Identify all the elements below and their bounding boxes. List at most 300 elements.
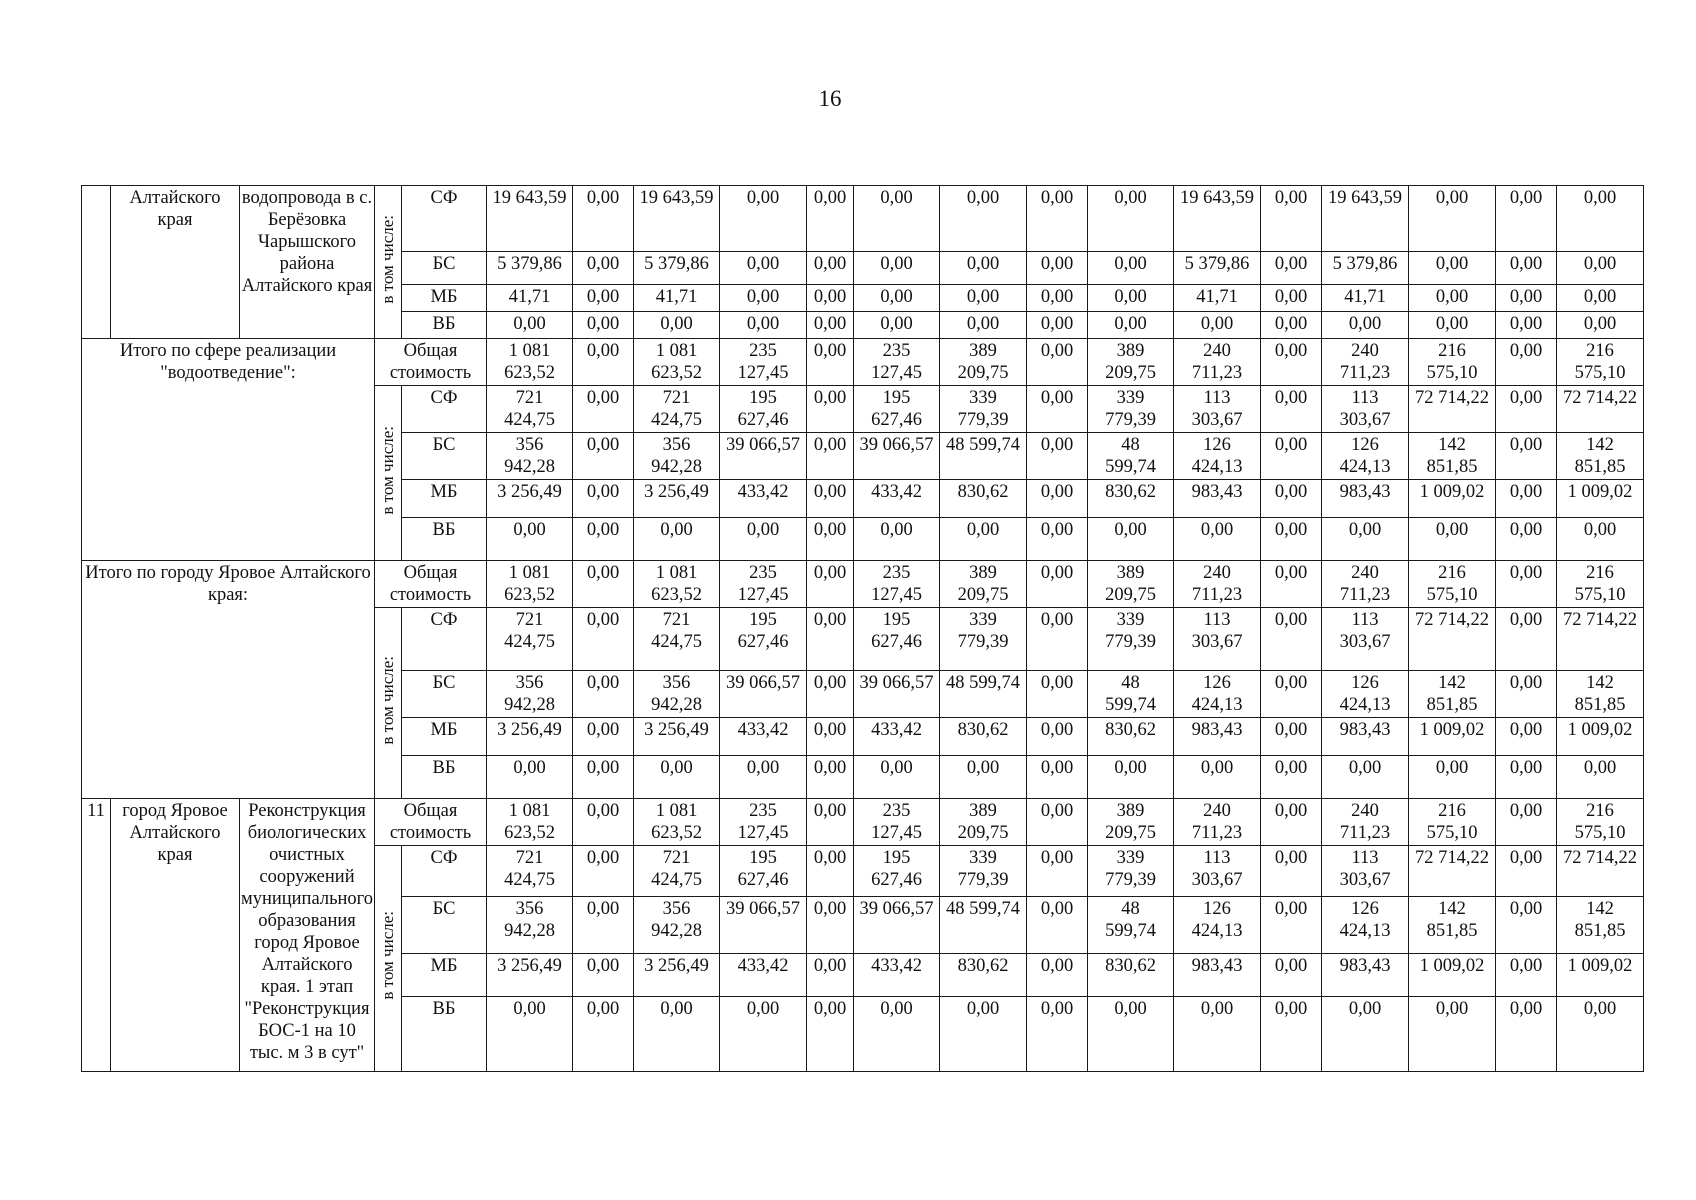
value-cell: 113 303,67 <box>1174 386 1261 433</box>
value-cell: 48 599,74 <box>940 433 1027 480</box>
value-cell: 0,00 <box>1496 480 1557 518</box>
value-cell: 0,00 <box>1027 252 1088 285</box>
value-cell: 1 081 623,52 <box>487 339 573 386</box>
value-cell: 0,00 <box>1174 518 1261 561</box>
value-cell: 3 256,49 <box>634 954 720 997</box>
value-cell: 142 851,85 <box>1557 671 1644 718</box>
value-cell: 433,42 <box>720 480 807 518</box>
value-cell: 433,42 <box>854 954 940 997</box>
value-cell: 39 066,57 <box>854 433 940 480</box>
value-cell: 142 851,85 <box>1409 897 1496 954</box>
value-cell: 1 009,02 <box>1557 480 1644 518</box>
value-cell: 240 711,23 <box>1322 799 1409 846</box>
value-cell: 0,00 <box>1027 339 1088 386</box>
value-cell: 433,42 <box>720 718 807 756</box>
value-cell: 339 779,39 <box>1088 846 1174 897</box>
item-number-cell: 11 <box>82 799 111 1072</box>
vertical-label: в том числе: <box>378 911 398 1000</box>
value-cell: 389 209,75 <box>940 799 1027 846</box>
value-cell: 0,00 <box>1174 997 1261 1072</box>
value-cell: 0,00 <box>1496 518 1557 561</box>
value-cell: 48 599,74 <box>940 897 1027 954</box>
value-cell: 0,00 <box>1174 312 1261 339</box>
value-cell: 0,00 <box>807 252 854 285</box>
value-cell: 126 424,13 <box>1174 433 1261 480</box>
value-cell: 0,00 <box>1027 561 1088 608</box>
value-cell: 41,71 <box>1174 285 1261 312</box>
value-cell: 1 081 623,52 <box>634 339 720 386</box>
value-cell: 0,00 <box>1557 285 1644 312</box>
source-label: БС <box>402 897 487 954</box>
value-cell: 0,00 <box>807 480 854 518</box>
value-cell: 0,00 <box>1261 285 1322 312</box>
value-cell: 142 851,85 <box>1409 433 1496 480</box>
value-cell: 195 627,46 <box>720 846 807 897</box>
value-cell: 0,00 <box>807 756 854 799</box>
value-cell: 195 627,46 <box>854 386 940 433</box>
value-cell: 216 575,10 <box>1409 339 1496 386</box>
value-cell: 339 779,39 <box>1088 608 1174 671</box>
value-cell: 72 714,22 <box>1557 608 1644 671</box>
value-cell: 41,71 <box>1322 285 1409 312</box>
value-cell: 113 303,67 <box>1174 846 1261 897</box>
value-cell: 0,00 <box>1027 386 1088 433</box>
value-cell: 0,00 <box>940 312 1027 339</box>
value-cell: 389 209,75 <box>1088 339 1174 386</box>
value-cell: 0,00 <box>1088 252 1174 285</box>
value-cell: 0,00 <box>854 756 940 799</box>
value-cell: 0,00 <box>573 186 634 252</box>
value-cell: 5 379,86 <box>1322 252 1409 285</box>
value-cell: 983,43 <box>1174 954 1261 997</box>
source-label: ВБ <box>402 518 487 561</box>
value-cell: 433,42 <box>854 718 940 756</box>
value-cell: 0,00 <box>1261 386 1322 433</box>
value-cell: 0,00 <box>1409 285 1496 312</box>
value-cell: 0,00 <box>854 186 940 252</box>
value-cell: 0,00 <box>720 756 807 799</box>
value-cell: 0,00 <box>854 518 940 561</box>
value-cell: 0,00 <box>1027 799 1088 846</box>
value-cell: 0,00 <box>1496 718 1557 756</box>
place-cell: Алтайского края <box>111 186 240 339</box>
value-cell: 0,00 <box>573 756 634 799</box>
value-cell: 126 424,13 <box>1322 671 1409 718</box>
value-cell: 5 379,86 <box>1174 252 1261 285</box>
source-label: МБ <box>402 718 487 756</box>
value-cell: 48 599,74 <box>940 671 1027 718</box>
value-cell: 5 379,86 <box>634 252 720 285</box>
value-cell: 0,00 <box>807 433 854 480</box>
vertical-label-cell <box>375 608 402 799</box>
value-cell: 0,00 <box>1496 561 1557 608</box>
value-cell: 0,00 <box>720 997 807 1072</box>
value-cell: 0,00 <box>1027 186 1088 252</box>
object-cell: водопровода в с. Берёзовка Чарышского района Алтайского края <box>240 186 375 339</box>
value-cell: 1 009,02 <box>1409 480 1496 518</box>
value-cell: 3 256,49 <box>487 718 573 756</box>
value-cell: 240 711,23 <box>1174 799 1261 846</box>
source-label: МБ <box>402 480 487 518</box>
value-cell: 39 066,57 <box>854 897 940 954</box>
total-row <box>82 339 1644 386</box>
value-cell: 0,00 <box>1027 997 1088 1072</box>
value-cell: 0,00 <box>807 561 854 608</box>
value-cell: 0,00 <box>1088 285 1174 312</box>
value-cell: 0,00 <box>1496 799 1557 846</box>
value-cell: 0,00 <box>807 846 854 897</box>
value-cell: 48 599,74 <box>1088 897 1174 954</box>
value-cell: 356 942,28 <box>634 897 720 954</box>
value-cell: 0,00 <box>487 756 573 799</box>
value-cell: 983,43 <box>1174 480 1261 518</box>
value-cell: 39 066,57 <box>720 671 807 718</box>
value-cell: 0,00 <box>573 897 634 954</box>
source-label: БС <box>402 433 487 480</box>
value-cell: 0,00 <box>1261 186 1322 252</box>
value-cell: 0,00 <box>1027 897 1088 954</box>
value-cell: 0,00 <box>940 518 1027 561</box>
value-cell: 0,00 <box>1496 846 1557 897</box>
value-cell: 235 127,45 <box>854 799 940 846</box>
value-cell: 389 209,75 <box>940 561 1027 608</box>
value-cell: 216 575,10 <box>1557 561 1644 608</box>
value-cell: 195 627,46 <box>854 608 940 671</box>
value-cell: 0,00 <box>1027 312 1088 339</box>
value-cell: 0,00 <box>1027 433 1088 480</box>
value-cell: 19 643,59 <box>1174 186 1261 252</box>
value-cell: 0,00 <box>1261 252 1322 285</box>
value-cell: 3 256,49 <box>634 718 720 756</box>
value-cell: 1 081 623,52 <box>487 561 573 608</box>
value-cell: 0,00 <box>1496 386 1557 433</box>
table-row <box>82 186 1644 252</box>
value-cell: 240 711,23 <box>1174 561 1261 608</box>
value-cell: 0,00 <box>573 285 634 312</box>
vertical-label: в том числе: <box>378 214 398 304</box>
value-cell: 216 575,10 <box>1409 561 1496 608</box>
value-cell: 113 303,67 <box>1322 608 1409 671</box>
value-cell: 3 256,49 <box>634 480 720 518</box>
value-cell: 1 081 623,52 <box>634 799 720 846</box>
total-row <box>82 799 1644 846</box>
value-cell: 0,00 <box>573 433 634 480</box>
value-cell: 113 303,67 <box>1322 846 1409 897</box>
value-cell: 0,00 <box>1261 846 1322 897</box>
value-cell: 0,00 <box>1174 756 1261 799</box>
value-cell: 72 714,22 <box>1557 846 1644 897</box>
value-cell: 1 009,02 <box>1557 954 1644 997</box>
value-cell: 0,00 <box>1261 608 1322 671</box>
value-cell: 0,00 <box>807 671 854 718</box>
value-cell: 72 714,22 <box>1409 846 1496 897</box>
value-cell: 721 424,75 <box>487 386 573 433</box>
value-cell: 983,43 <box>1322 718 1409 756</box>
value-cell: 0,00 <box>573 671 634 718</box>
value-cell: 339 779,39 <box>1088 386 1174 433</box>
value-cell: 0,00 <box>720 518 807 561</box>
vertical-label: в том числе: <box>378 425 398 515</box>
value-cell: 126 424,13 <box>1322 897 1409 954</box>
value-cell: 356 942,28 <box>487 897 573 954</box>
value-cell: 0,00 <box>854 285 940 312</box>
value-cell: 0,00 <box>1027 608 1088 671</box>
value-cell: 0,00 <box>1557 312 1644 339</box>
source-label: СФ <box>402 608 487 671</box>
source-label: ВБ <box>402 997 487 1072</box>
value-cell: 0,00 <box>807 954 854 997</box>
value-cell: 240 711,23 <box>1322 339 1409 386</box>
value-cell: 830,62 <box>940 718 1027 756</box>
vertical-label-cell <box>375 386 402 561</box>
value-cell: 389 209,75 <box>1088 561 1174 608</box>
value-cell: 0,00 <box>720 252 807 285</box>
value-cell: 0,00 <box>573 312 634 339</box>
value-cell: 0,00 <box>807 518 854 561</box>
value-cell: 0,00 <box>573 252 634 285</box>
value-cell: 983,43 <box>1174 718 1261 756</box>
value-cell: 216 575,10 <box>1557 799 1644 846</box>
value-cell: 0,00 <box>487 312 573 339</box>
value-cell: 0,00 <box>807 339 854 386</box>
value-cell: 0,00 <box>1261 997 1322 1072</box>
value-cell: 0,00 <box>1322 756 1409 799</box>
value-cell: 19 643,59 <box>487 186 573 252</box>
value-cell: 3 256,49 <box>487 480 573 518</box>
value-cell: 0,00 <box>1496 186 1557 252</box>
value-cell: 0,00 <box>940 285 1027 312</box>
value-cell: 195 627,46 <box>854 846 940 897</box>
value-cell: 0,00 <box>1409 518 1496 561</box>
value-cell: 0,00 <box>634 312 720 339</box>
source-label: МБ <box>402 285 487 312</box>
value-cell: 983,43 <box>1322 480 1409 518</box>
value-cell: 0,00 <box>1496 997 1557 1072</box>
value-cell: 0,00 <box>1409 312 1496 339</box>
value-cell: 830,62 <box>1088 718 1174 756</box>
value-cell: 339 779,39 <box>940 386 1027 433</box>
value-cell: 0,00 <box>573 799 634 846</box>
value-cell: 41,71 <box>634 285 720 312</box>
value-cell: 830,62 <box>1088 480 1174 518</box>
value-cell: 72 714,22 <box>1409 386 1496 433</box>
value-cell: 235 127,45 <box>720 799 807 846</box>
value-cell: 235 127,45 <box>720 339 807 386</box>
source-label: СФ <box>402 186 487 252</box>
value-cell: 0,00 <box>573 339 634 386</box>
value-cell: 1 081 623,52 <box>487 799 573 846</box>
value-cell: 721 424,75 <box>634 608 720 671</box>
value-cell: 0,00 <box>807 897 854 954</box>
value-cell: 0,00 <box>807 386 854 433</box>
value-cell: 0,00 <box>634 518 720 561</box>
value-cell: 113 303,67 <box>1322 386 1409 433</box>
page-number: 16 <box>818 86 842 111</box>
value-cell: 0,00 <box>1409 756 1496 799</box>
value-cell: 0,00 <box>1261 799 1322 846</box>
value-cell: 0,00 <box>1496 897 1557 954</box>
value-cell: 0,00 <box>940 997 1027 1072</box>
value-cell: 389 209,75 <box>1088 799 1174 846</box>
value-cell: 235 127,45 <box>854 561 940 608</box>
value-cell: 0,00 <box>573 518 634 561</box>
value-cell: 0,00 <box>573 386 634 433</box>
value-cell: 1 009,02 <box>1409 954 1496 997</box>
value-cell: 0,00 <box>854 252 940 285</box>
value-cell: 0,00 <box>1322 997 1409 1072</box>
value-cell: 0,00 <box>1496 285 1557 312</box>
value-cell: 0,00 <box>1496 433 1557 480</box>
total-row <box>82 561 1644 608</box>
value-cell: 240 711,23 <box>1174 339 1261 386</box>
value-cell: 0,00 <box>807 312 854 339</box>
value-cell: 0,00 <box>573 608 634 671</box>
value-cell: 0,00 <box>807 285 854 312</box>
value-cell: 195 627,46 <box>720 386 807 433</box>
value-cell: 0,00 <box>1027 756 1088 799</box>
value-cell: 0,00 <box>940 756 1027 799</box>
value-cell: 0,00 <box>573 997 634 1072</box>
value-cell: 0,00 <box>1496 756 1557 799</box>
value-cell: 0,00 <box>1261 671 1322 718</box>
value-cell: 142 851,85 <box>1409 671 1496 718</box>
value-cell: 0,00 <box>1088 518 1174 561</box>
value-cell: 0,00 <box>573 846 634 897</box>
value-cell: 0,00 <box>807 608 854 671</box>
value-cell: 216 575,10 <box>1409 799 1496 846</box>
value-cell: 389 209,75 <box>940 339 1027 386</box>
value-cell: 0,00 <box>1322 312 1409 339</box>
budget-table <box>81 185 1644 1072</box>
value-cell: 356 942,28 <box>487 671 573 718</box>
value-cell: 0,00 <box>1496 339 1557 386</box>
source-label: СФ <box>402 386 487 433</box>
value-cell: 113 303,67 <box>1174 608 1261 671</box>
value-cell: 0,00 <box>1409 186 1496 252</box>
value-cell: 0,00 <box>487 997 573 1072</box>
value-cell: 0,00 <box>1088 312 1174 339</box>
value-cell: 0,00 <box>1496 954 1557 997</box>
value-cell: 0,00 <box>1322 518 1409 561</box>
value-cell: 721 424,75 <box>487 608 573 671</box>
value-cell: 126 424,13 <box>1174 671 1261 718</box>
source-label: МБ <box>402 954 487 997</box>
vertical-label: в том числе: <box>378 655 398 745</box>
value-cell: 830,62 <box>940 954 1027 997</box>
total-label-cell: Общая стоимость <box>375 339 487 386</box>
value-cell: 0,00 <box>1088 186 1174 252</box>
value-cell: 0,00 <box>1261 756 1322 799</box>
value-cell: 235 127,45 <box>854 339 940 386</box>
value-cell: 356 942,28 <box>634 671 720 718</box>
value-cell: 0,00 <box>807 186 854 252</box>
value-cell: 142 851,85 <box>1557 433 1644 480</box>
value-cell: 39 066,57 <box>720 433 807 480</box>
value-cell: 0,00 <box>1496 671 1557 718</box>
value-cell: 0,00 <box>1496 608 1557 671</box>
value-cell: 0,00 <box>1027 954 1088 997</box>
value-cell: 0,00 <box>1496 252 1557 285</box>
value-cell: 19 643,59 <box>634 186 720 252</box>
value-cell: 195 627,46 <box>720 608 807 671</box>
place-cell: город Яровое Алтайского края <box>111 799 240 1072</box>
value-cell: 0,00 <box>634 756 720 799</box>
source-label: СФ <box>402 846 487 897</box>
total-label-cell: Общая стоимость <box>375 799 487 846</box>
value-cell: 0,00 <box>807 997 854 1072</box>
value-cell: 0,00 <box>1261 718 1322 756</box>
value-cell: 0,00 <box>1496 312 1557 339</box>
value-cell: 0,00 <box>1027 671 1088 718</box>
value-cell: 216 575,10 <box>1557 339 1644 386</box>
value-cell: 0,00 <box>1557 186 1644 252</box>
value-cell: 0,00 <box>1027 846 1088 897</box>
total-label-cell: Общая стоимость <box>375 561 487 608</box>
total-title-cell: Итого по городу Яровое Алтайского края: <box>82 561 375 799</box>
value-cell: 0,00 <box>854 312 940 339</box>
value-cell: 126 424,13 <box>1174 897 1261 954</box>
value-cell: 0,00 <box>720 312 807 339</box>
value-cell: 0,00 <box>1261 518 1322 561</box>
value-cell: 830,62 <box>940 480 1027 518</box>
value-cell: 0,00 <box>1261 433 1322 480</box>
value-cell: 0,00 <box>1261 312 1322 339</box>
vertical-label-cell <box>375 186 402 339</box>
value-cell: 0,00 <box>1261 339 1322 386</box>
value-cell: 0,00 <box>573 480 634 518</box>
value-cell: 72 714,22 <box>1409 608 1496 671</box>
value-cell: 39 066,57 <box>854 671 940 718</box>
value-cell: 0,00 <box>1557 252 1644 285</box>
value-cell: 0,00 <box>573 954 634 997</box>
value-cell: 0,00 <box>1261 561 1322 608</box>
value-cell: 0,00 <box>807 718 854 756</box>
value-cell: 39 066,57 <box>720 897 807 954</box>
value-cell: 0,00 <box>1557 997 1644 1072</box>
value-cell: 0,00 <box>1088 756 1174 799</box>
value-cell: 41,71 <box>487 285 573 312</box>
value-cell: 339 779,39 <box>940 846 1027 897</box>
value-cell: 356 942,28 <box>634 433 720 480</box>
value-cell: 1 081 623,52 <box>634 561 720 608</box>
value-cell: 0,00 <box>1027 480 1088 518</box>
total-title-cell: Итого по сфере реализации "водоотведение": <box>82 339 375 561</box>
value-cell: 0,00 <box>487 518 573 561</box>
value-cell: 0,00 <box>720 285 807 312</box>
item-number-cell <box>82 186 111 339</box>
value-cell: 721 424,75 <box>634 386 720 433</box>
value-cell: 5 379,86 <box>487 252 573 285</box>
value-cell: 72 714,22 <box>1557 386 1644 433</box>
value-cell: 0,00 <box>807 799 854 846</box>
value-cell: 0,00 <box>1261 480 1322 518</box>
value-cell: 240 711,23 <box>1322 561 1409 608</box>
object-cell: Реконструкция биологических очистных сооружений муниципального образования город Яровое Алтайского края. 1 этап "Реконструкция БОС-1 на 10 тыс. м 3 в сут" <box>240 799 375 1072</box>
value-cell: 0,00 <box>1409 997 1496 1072</box>
value-cell: 356 942,28 <box>487 433 573 480</box>
value-cell: 48 599,74 <box>1088 671 1174 718</box>
value-cell: 3 256,49 <box>487 954 573 997</box>
value-cell: 0,00 <box>940 186 1027 252</box>
value-cell: 235 127,45 <box>720 561 807 608</box>
value-cell: 721 424,75 <box>487 846 573 897</box>
value-cell: 1 009,02 <box>1409 718 1496 756</box>
value-cell: 1 009,02 <box>1557 718 1644 756</box>
value-cell: 0,00 <box>573 718 634 756</box>
value-cell: 0,00 <box>1557 518 1644 561</box>
value-cell: 0,00 <box>1027 718 1088 756</box>
value-cell: 0,00 <box>1261 954 1322 997</box>
